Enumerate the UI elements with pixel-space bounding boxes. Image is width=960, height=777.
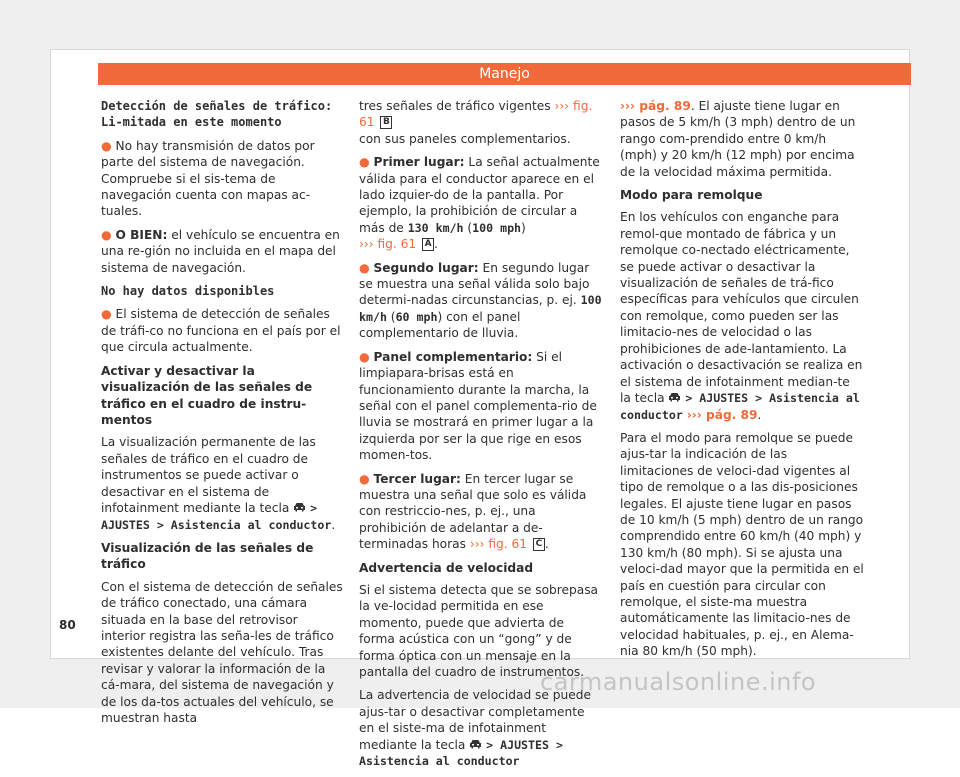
bullet-or-else: ● O BIEN: el vehículo se encuentra en una re-gión no incluida en el mapa del sistema de navegación. [101,227,340,275]
paragraph-speed-warning: Si el sistema detecta que se sobrepasa la ve-locidad permitida en ese momento, puede que advierta de forma acústica con un “gong” y de forma óptica con un mensaje en la pantalla del cuadro de instrumentos. [359,582,599,679]
page-link[interactable]: ››› pág. 89 [686,407,758,422]
car-icon [469,737,482,753]
heading-speed-warning: Advertencia de velocidad [359,560,534,575]
bullet-icon: ● [101,307,112,322]
bullet-icon: ● [359,349,370,364]
figure-label-c: C [533,538,545,551]
car-icon [293,500,306,516]
car-icon [668,390,681,406]
paragraph-trailer-settings: Para el modo para remolque se puede ajus-tar la indicación de las limitaciones de veloci-dad vigentes al tipo de remolque o a las dis-posiciones legales. El ajuste tiene lugar en pasos de 10 km/h (5 mph) dentro de un rango comprendido entre 60 km/h (40 mph) y 130 km/h (80 mph). Si se ajusta una veloci-dad mayor que la permitida en el país en cuestión para circular con remolque, el siste-ma muestra automáticamente las limitacio-nes de velocidad habituales, p. ej., en Alema-nia 80 km/h (50 mph). [620,431,864,659]
bullet-complementary: ● Panel complementario: Si el limpiapara-brisas está en funcionamiento durante la marcha, la señal con el panel complementa-rio de lluvia se mostrará en primer lugar a la izquierda por ser la que rige en esos momen-tos. [359,349,597,463]
fig-link[interactable]: ››› fig. 61 [359,237,417,252]
page-number: 80 [59,618,76,632]
bullet-icon: ● [101,227,112,242]
bullet-country: ● El sistema de detección de señales de tráfi-co no funciona en el país por el que circula actualmente. [101,307,341,355]
bullet-no-data-nav: ● No hay transmisión de datos por parte del sistema de navegación. Compruebe si el sis-tema de navegación cuenta con mapas ac-tuales. [101,138,315,219]
paragraph-three-signs: tres señales de tráfico vigentes ››› fig. 61 B con sus paneles complementarios. [359,99,593,146]
fig-link[interactable]: ››› fig. 61 [359,99,593,130]
paragraph-speed-setting: La advertencia de velocidad se puede ajus-tar o desactivar completamente en el siste-ma de infotainment mediante la tecla > AJUSTES > Asistencia al conductor [359,688,591,769]
heading-trailer-mode: Modo para remolque [620,188,763,203]
heading-activate: Activar y desactivar la visualización de las señales de tráfico en el cuadro de instru-mentos [101,363,313,427]
heading-display: Visualización de las señales de tráfico [101,541,314,572]
fig-link[interactable]: ››› fig. 61 [469,537,528,552]
bullet-second-place: ● Segundo lugar: En segundo lugar se muestra una señal válida solo bajo determi-nadas circunstancias, p. ej. 100 km/h (60 mph) con el panel complementario de lluvia. [359,260,602,341]
bullet-icon: ● [101,138,112,153]
watermark: carmanualsonline.info [540,668,817,696]
bullet-third-place: ● Tercer lugar: En tercer lugar se muestra una señal que solo es válida con restriccio-nes, p. ej., una prohibición de adelantar a de-terminadas horas ››› fig. 61 C . [359,471,587,552]
column-1 [101,98,345,734]
section-header: Manejo [98,63,911,85]
paragraph-activate: La visualización permanente de las señales de tráfico en el cuadro de instrumentos se puede activar o desactivar en el sistema de infotainment mediante la tecla > AJUSTES > Asistencia al conductor. [101,435,336,532]
bullet-first-place: ● Primer lugar: La señal actualmente válida para el conductor aparece en el lado izquier-do de la pantalla. Por ejemplo, la prohibición de circular a más de 130 km/h (100 mph) ››› fig. 61 A . [359,155,600,252]
heading-no-data: No hay datos disponibles [101,284,275,299]
column-3 [620,98,864,667]
bullet-icon: ● [359,260,370,275]
bullet-icon: ● [359,155,370,170]
figure-label-a: A [422,238,434,251]
paragraph-trailer: En los vehículos con enganche para remol-que montado de fábrica y un remolque co-nectado eléctricamente, se puede activar o desactivar la visualización de señales de trá-fico específicas para vehículos que circulen con remolque, como pueden ser las limitacio-nes de velocidad o las prohibiciones de ade-lantamiento. La activación o desactivación se realiza en el sistema de infotainment median-te la tecla > AJUSTES > Asistencia al conductor ››› pág. 89. [620,210,863,422]
bullet-icon: ● [359,471,370,486]
paragraph-steps: ››› pág. 89. El ajuste tiene lugar en pasos de 5 km/h (3 mph) dentro de un rango com-prendido entre 0 km/h (mph) y 20 km/h (12 mph) por encima de la velocidad máxima permitida. [620,99,856,179]
figure-label-b: B [380,116,392,129]
paragraph-display: Con el sistema de detección de señales de tráfico conectado, una cámara situada en la base del retrovisor interior registra las seña-les de tráfico existentes delante del vehículo. Tras revisar y valorar la información de la cá-mara, del sistema de navegación y de los da-tos actuales del vehículo, se muestran hasta [101,579,343,726]
page-link[interactable]: ››› pág. 89 [620,99,691,113]
heading-limited: Detección de señales de tráfico: Li-mitada en este momento [101,99,333,130]
